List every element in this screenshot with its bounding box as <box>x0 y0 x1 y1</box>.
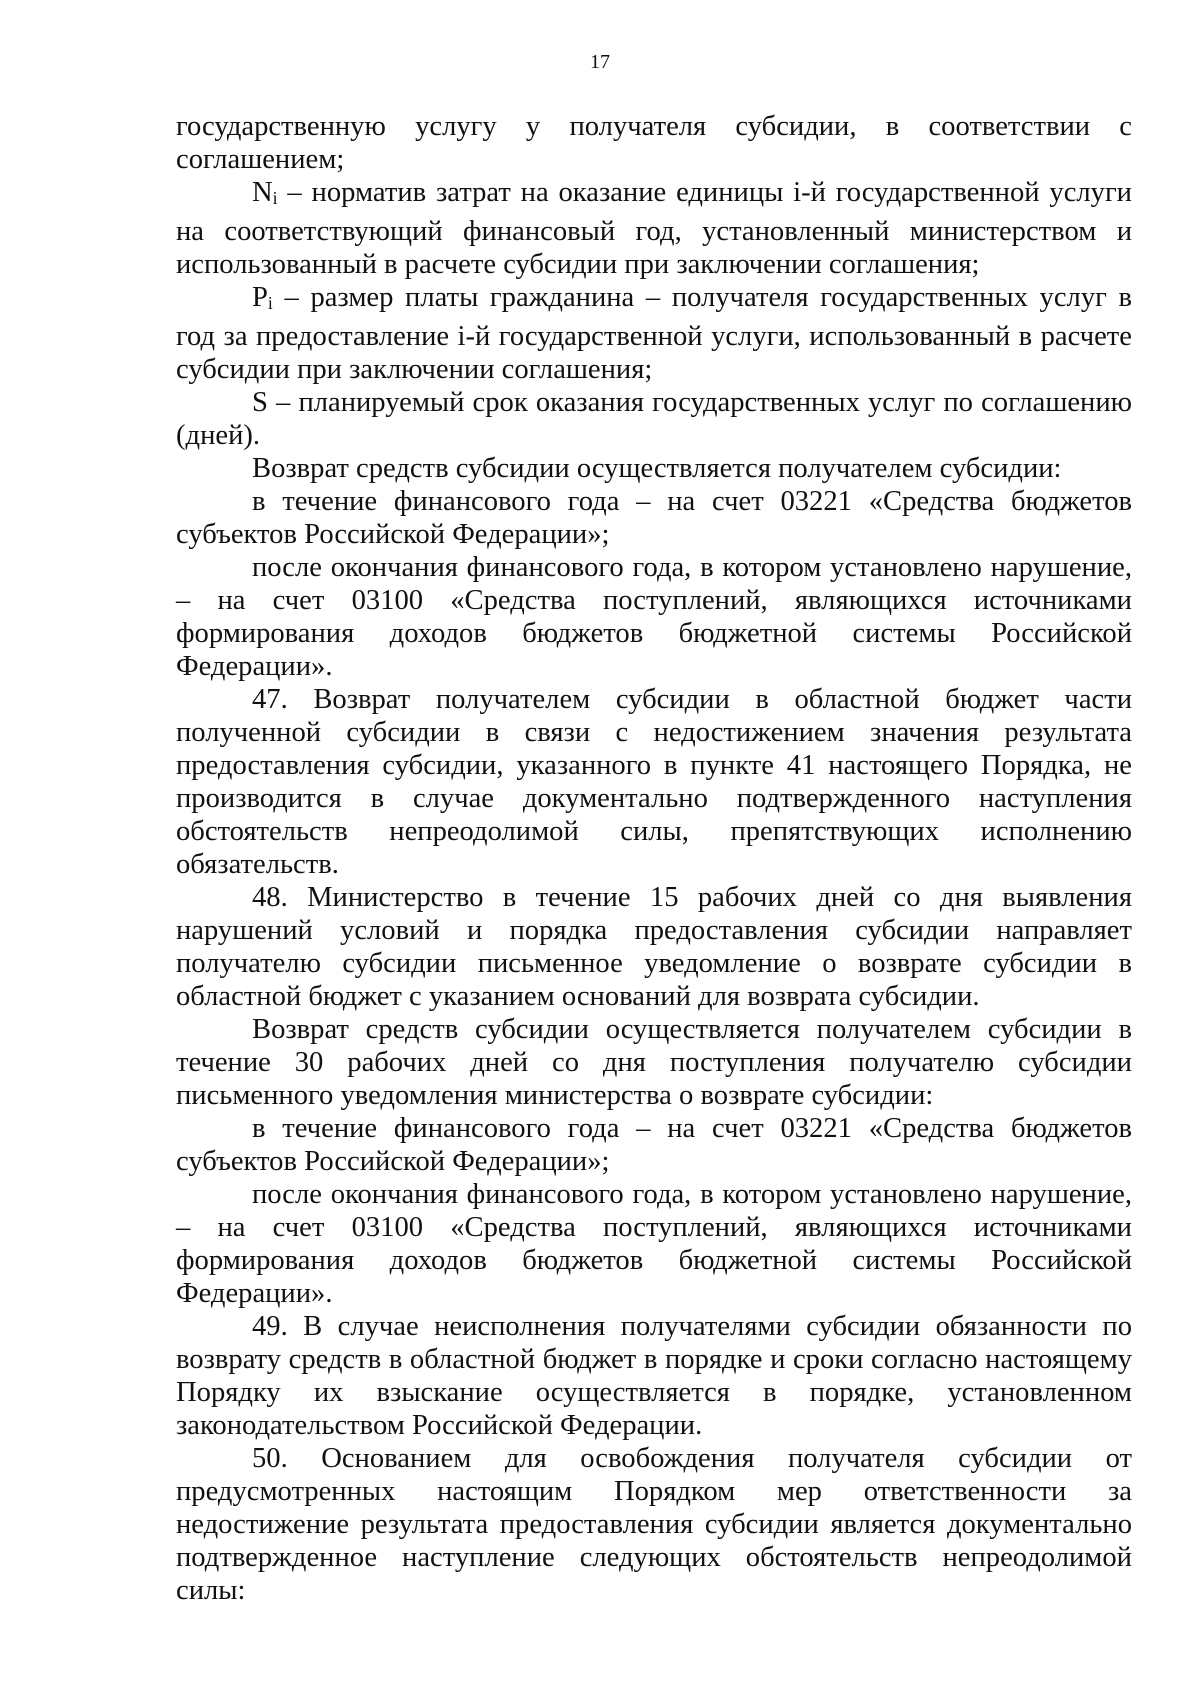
paragraph-continuation: государственную услугу у получателя субсидии, в соответствии с соглашением; <box>176 111 1132 175</box>
paragraph-item-48: 48. Министерство в течение 15 рабочих дней со дня выявления нарушений условий и порядка предоставления субсидии направляет получателю субсидии письменное уведомление о возврате субсидии в областной бюджет с указанием оснований для возврата субсидии. <box>176 882 1132 1013</box>
paragraph-pi-definition <box>176 281 1132 386</box>
paragraph-ni-text: – норматив затрат на оказание единицы i-й государственной услуги на соответствующий финансовый год, установленный министерством и использованный в расчете субсидии при заключении соглашения; <box>176 177 1132 281</box>
page-number: 17 <box>590 51 610 73</box>
symbol-n-subscript: i <box>272 188 278 209</box>
paragraph-refund-30-days: Возврат средств субсидии осуществляется получателем субсидии в течение 30 рабочих дней со дня поступления получателю субсидии письменного уведомления министерства о возврате субсидии: <box>176 1014 1132 1112</box>
symbol-n-letter: N <box>252 177 273 208</box>
symbol-p <box>252 282 273 313</box>
paragraph-item-49: 49. В случае неисполнения получателями субсидии обязанности по возврату средств в областной бюджет в порядке и сроки согласно настоящему Порядку их взыскание осуществляется в порядке, установленном законодательством Российской Федерации. <box>176 1311 1132 1442</box>
paragraph-refund-after-year: после окончания финансового года, в котором установлено нарушение, – на счет 03100 «Средства поступлений, являющихся источниками формирования доходов бюджетов бюджетной системы Российской Федерации». <box>176 552 1132 683</box>
paragraph-refund-current-year: в течение финансового года – на счет 03221 «Средства бюджетов субъектов Российской Федерации»; <box>176 486 1132 551</box>
paragraph-refund-after-year-2: после окончания финансового года, в котором установлено нарушение, – на счет 03100 «Средства поступлений, являющихся источниками формирования доходов бюджетов бюджетной системы Российской Федерации». <box>176 1179 1132 1310</box>
paragraph-refund-intro: Возврат средств субсидии осуществляется получателем субсидии: <box>252 453 1062 485</box>
paragraph-pi-text: – размер платы гражданина – получателя государственных услуг в год за предоставление i-й государственной услуги, использованный в расчете субсидии при заключении соглашения; <box>176 282 1132 386</box>
document-body <box>176 110 1132 1607</box>
paragraph-s-definition: S – планируемый срок оказания государственных услуг по соглашению (дней). <box>176 387 1132 452</box>
paragraph-item-47: 47. Возврат получателем субсидии в областной бюджет части полученной субсидии в связи с недостижением значения результата предоставления субсидии, указанного в пункте 41 настоящего Порядка, не производится в случае документально подтвержденного наступления обстоятельств непреодолимой силы, препятствующих исполнению обязательств. <box>176 684 1132 881</box>
symbol-n <box>252 177 278 208</box>
symbol-p-letter: P <box>252 282 268 314</box>
paragraph-ni-definition <box>176 176 1132 281</box>
paragraph-item-50: 50. Основанием для освобождения получателя субсидии от предусмотренных настоящим Порядком мер ответственности за недостижение результата предоставления субсидии является документально подтвержденное наступление следующих обстоятельств непреодолимой силы: <box>176 1443 1132 1607</box>
symbol-p-subscript: i <box>267 293 273 314</box>
paragraph-refund-current-year-2: в течение финансового года – на счет 03221 «Средства бюджетов субъектов Российской Федерации»; <box>176 1113 1132 1178</box>
